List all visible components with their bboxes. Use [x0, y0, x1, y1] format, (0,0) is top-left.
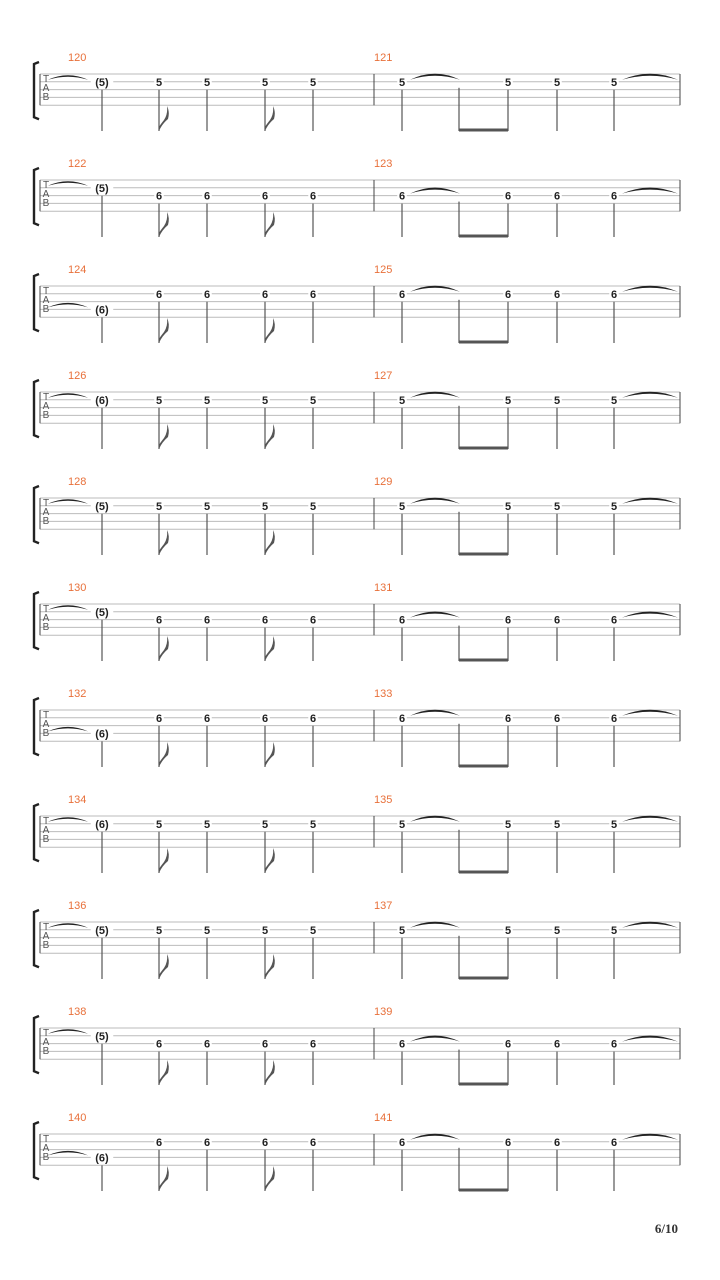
tab-system: [34, 688, 680, 767]
fret-number: 5: [553, 76, 561, 89]
measure: [374, 582, 678, 661]
fret-number: 6: [203, 190, 211, 203]
fret-number: 5: [553, 818, 561, 831]
fret-number: 6: [398, 1038, 406, 1051]
tab-system: [34, 582, 680, 661]
fret-number: 6: [610, 712, 618, 725]
fret-number: 6: [610, 1038, 618, 1051]
fret-number: (5): [95, 924, 109, 937]
fret-number: 6: [203, 1136, 211, 1149]
fret-number: (5): [95, 500, 109, 513]
fret-number: 6: [155, 712, 163, 725]
eighth-flag: [159, 1060, 169, 1085]
measure-number: 125: [374, 264, 393, 276]
tie-arc: [48, 727, 88, 732]
measure-number: 120: [68, 52, 87, 64]
measure-number: 132: [68, 688, 87, 700]
tab-clef-letter: T: [42, 922, 50, 933]
tab-clef-letter: A: [42, 613, 50, 624]
measure: [374, 794, 678, 873]
fret-number: 6: [553, 1136, 561, 1149]
measure: [48, 900, 318, 979]
tab-system: [34, 794, 680, 873]
fret-number: 6: [309, 288, 317, 301]
measure: [48, 370, 318, 449]
tie-arc: [48, 393, 88, 398]
eighth-flag: [265, 848, 275, 873]
measure-number: 122: [68, 158, 87, 170]
fret-number: 5: [309, 924, 317, 937]
fret-number: 6: [504, 1136, 512, 1149]
tab-clef-letter: T: [42, 286, 50, 297]
fret-number: 5: [203, 500, 211, 513]
eighth-flag: [265, 954, 275, 979]
fret-number: 6: [553, 1038, 561, 1051]
tab-clef-letter: T: [42, 1134, 50, 1145]
fret-number: 5: [504, 394, 512, 407]
eighth-flag: [159, 318, 169, 343]
tie-arc: [410, 710, 460, 716]
tie-arc: [48, 605, 88, 610]
fret-number: 5: [309, 500, 317, 513]
fret-number: 6: [610, 614, 618, 627]
measure-number: 133: [374, 688, 393, 700]
fret-number: (5): [95, 1030, 109, 1043]
measure-number: 121: [374, 52, 393, 64]
fret-number: 6: [261, 288, 269, 301]
system-bracket: [34, 804, 39, 861]
fret-number: 6: [203, 614, 211, 627]
measure: [374, 688, 678, 767]
tie-arc: [410, 74, 460, 80]
fret-number: (6): [95, 394, 109, 407]
eighth-flag: [265, 212, 275, 237]
fret-number: 5: [610, 76, 618, 89]
eighth-flag: [159, 848, 169, 873]
fret-number: 6: [261, 1136, 269, 1149]
fret-number: 6: [553, 288, 561, 301]
fret-number: 5: [203, 76, 211, 89]
fret-number: 5: [203, 924, 211, 937]
system-bracket: [34, 698, 39, 755]
fret-number: (6): [95, 1152, 109, 1165]
tab-system: [34, 52, 680, 131]
measure-number: 131: [374, 582, 393, 594]
fret-number: (5): [95, 182, 109, 195]
tie-arc: [622, 392, 678, 398]
tab-clef-letter: A: [42, 931, 50, 942]
eighth-flag: [159, 742, 169, 767]
eighth-flag: [159, 954, 169, 979]
measure-number: 134: [68, 794, 87, 806]
system-bracket: [34, 486, 39, 543]
fret-number: 6: [261, 712, 269, 725]
tab-clef-letter: T: [42, 498, 50, 509]
eighth-flag: [159, 212, 169, 237]
tab-clef-letter: B: [42, 92, 50, 103]
fret-number: 6: [504, 614, 512, 627]
measure-number: 135: [374, 794, 393, 806]
measure-number: 136: [68, 900, 87, 912]
fret-number: 5: [261, 818, 269, 831]
tab-clef-letter: A: [42, 189, 50, 200]
eighth-flag: [159, 636, 169, 661]
measure: [374, 476, 678, 555]
fret-number: (6): [95, 728, 109, 741]
tie-arc: [48, 817, 88, 822]
tie-arc: [622, 1134, 678, 1140]
tab-clef-letter: B: [42, 940, 50, 951]
fret-number: 5: [398, 394, 406, 407]
system-bracket: [34, 168, 39, 225]
measure: [48, 264, 318, 343]
measure: [48, 582, 318, 661]
tie-arc: [622, 188, 678, 194]
fret-number: 5: [203, 818, 211, 831]
fret-number: 5: [261, 394, 269, 407]
tie-arc: [410, 286, 460, 292]
fret-number: 6: [261, 614, 269, 627]
tab-clef-letter: B: [42, 622, 50, 633]
tab-clef-letter: T: [42, 710, 50, 721]
fret-number: 5: [398, 818, 406, 831]
measure: [48, 1112, 318, 1191]
fret-number: (6): [95, 304, 109, 317]
tab-system: [34, 158, 680, 237]
eighth-flag: [265, 742, 275, 767]
fret-number: 5: [398, 500, 406, 513]
tab-system: [34, 900, 680, 979]
measure-number: 138: [68, 1006, 87, 1018]
fret-number: 6: [504, 288, 512, 301]
tab-clef-letter: A: [42, 401, 50, 412]
eighth-flag: [265, 530, 275, 555]
fret-number: 5: [504, 76, 512, 89]
fret-number: 6: [553, 190, 561, 203]
tab-clef-letter: T: [42, 604, 50, 615]
tie-arc: [410, 922, 460, 928]
tab-clef-letter: A: [42, 1037, 50, 1048]
eighth-flag: [159, 1166, 169, 1191]
measure: [374, 264, 678, 343]
tie-arc: [410, 816, 460, 822]
system-bracket: [34, 592, 39, 649]
fret-number: 5: [155, 818, 163, 831]
measure-number: 124: [68, 264, 87, 276]
measure: [48, 52, 318, 131]
measure: [374, 900, 678, 979]
measure-number: 126: [68, 370, 87, 382]
fret-number: 6: [553, 712, 561, 725]
eighth-flag: [265, 636, 275, 661]
tie-arc: [410, 392, 460, 398]
measure-number: 128: [68, 476, 87, 488]
tab-system: [34, 264, 680, 343]
tab-clef-letter: A: [42, 1143, 50, 1154]
tie-arc: [410, 498, 460, 504]
measure: [48, 476, 318, 555]
tab-system: [34, 1112, 680, 1191]
system-bracket: [34, 380, 39, 437]
eighth-flag: [265, 424, 275, 449]
tie-arc: [48, 1029, 88, 1034]
fret-number: 6: [398, 190, 406, 203]
fret-number: 5: [309, 394, 317, 407]
tie-arc: [622, 74, 678, 80]
tab-clef-letter: A: [42, 295, 50, 306]
tab-clef-letter: T: [42, 392, 50, 403]
measure-number: 127: [374, 370, 393, 382]
fret-number: 6: [553, 614, 561, 627]
measure: [374, 158, 678, 237]
system-bracket: [34, 910, 39, 967]
measure: [374, 1006, 678, 1085]
eighth-flag: [265, 318, 275, 343]
fret-number: 6: [610, 288, 618, 301]
fret-number: (5): [95, 76, 109, 89]
fret-number: 5: [155, 76, 163, 89]
measure: [48, 158, 318, 237]
tie-arc: [48, 303, 88, 308]
fret-number: 5: [504, 818, 512, 831]
tab-clef-letter: B: [42, 728, 50, 739]
eighth-flag: [159, 106, 169, 131]
fret-number: 5: [155, 924, 163, 937]
tie-arc: [622, 498, 678, 504]
fret-number: 6: [309, 614, 317, 627]
fret-number: 5: [155, 500, 163, 513]
fret-number: 6: [261, 1038, 269, 1051]
fret-number: 5: [155, 394, 163, 407]
fret-number: 6: [203, 712, 211, 725]
system-bracket: [34, 1122, 39, 1179]
eighth-flag: [265, 1060, 275, 1085]
fret-number: 6: [398, 1136, 406, 1149]
eighth-flag: [265, 1166, 275, 1191]
measure-number: 140: [68, 1112, 87, 1124]
tie-arc: [622, 1036, 678, 1042]
fret-number: 6: [504, 1038, 512, 1051]
fret-number: 6: [610, 190, 618, 203]
fret-number: 5: [309, 818, 317, 831]
tie-arc: [48, 1151, 88, 1156]
measure: [374, 52, 678, 131]
fret-number: 6: [309, 1136, 317, 1149]
tab-clef-letter: T: [42, 74, 50, 85]
tab-clef-letter: A: [42, 719, 50, 730]
eighth-flag: [265, 106, 275, 131]
measure: [374, 1112, 678, 1191]
tie-arc: [622, 922, 678, 928]
fret-number: 6: [398, 614, 406, 627]
fret-number: (6): [95, 818, 109, 831]
fret-number: 5: [398, 76, 406, 89]
fret-number: 6: [155, 614, 163, 627]
measure-number: 130: [68, 582, 87, 594]
fret-number: 5: [553, 394, 561, 407]
fret-number: 6: [610, 1136, 618, 1149]
tab-clef-letter: T: [42, 180, 50, 191]
tab-system: [34, 370, 680, 449]
fret-number: 5: [610, 394, 618, 407]
tie-arc: [410, 1134, 460, 1140]
tab-clef-letter: A: [42, 825, 50, 836]
eighth-flag: [159, 530, 169, 555]
fret-number: 5: [610, 924, 618, 937]
tab-clef-letter: B: [42, 516, 50, 527]
fret-number: 6: [504, 190, 512, 203]
fret-number: 5: [309, 76, 317, 89]
tie-arc: [410, 188, 460, 194]
fret-number: 5: [261, 924, 269, 937]
fret-number: 6: [155, 1136, 163, 1149]
fret-number: 5: [261, 500, 269, 513]
fret-number: 6: [309, 712, 317, 725]
measure: [48, 1006, 318, 1085]
fret-number: 5: [261, 76, 269, 89]
fret-number: 6: [203, 288, 211, 301]
measure-number: 129: [374, 476, 393, 488]
tie-arc: [410, 1036, 460, 1042]
tab-clef-letter: B: [42, 834, 50, 845]
system-bracket: [34, 62, 39, 119]
fret-number: 5: [504, 924, 512, 937]
tie-arc: [622, 710, 678, 716]
measure-number: 139: [374, 1006, 393, 1018]
fret-number: 5: [398, 924, 406, 937]
fret-number: 6: [309, 1038, 317, 1051]
tie-arc: [48, 181, 88, 186]
fret-number: 5: [553, 500, 561, 513]
measure: [374, 370, 678, 449]
tab-clef-letter: B: [42, 410, 50, 421]
fret-number: 6: [398, 712, 406, 725]
fret-number: 6: [309, 190, 317, 203]
measure-number: 141: [374, 1112, 393, 1124]
measure: [48, 794, 318, 873]
fret-number: 5: [553, 924, 561, 937]
tab-clef-letter: A: [42, 507, 50, 518]
tie-arc: [622, 286, 678, 292]
tab-clef-letter: B: [42, 1046, 50, 1057]
tie-arc: [48, 923, 88, 928]
tab-clef-letter: T: [42, 1028, 50, 1039]
fret-number: 6: [155, 1038, 163, 1051]
fret-number: 5: [203, 394, 211, 407]
page-number: 6/10: [654, 1221, 678, 1236]
fret-number: 5: [504, 500, 512, 513]
tab-system: [34, 1006, 680, 1085]
tie-arc: [410, 612, 460, 618]
fret-number: 6: [155, 190, 163, 203]
fret-number: 6: [504, 712, 512, 725]
fret-number: 6: [155, 288, 163, 301]
tie-arc: [48, 75, 88, 80]
fret-number: (5): [95, 606, 109, 619]
measure-number: 123: [374, 158, 393, 170]
fret-number: 5: [610, 500, 618, 513]
fret-number: 6: [203, 1038, 211, 1051]
tab-clef-letter: A: [42, 83, 50, 94]
tab-clef-letter: B: [42, 1152, 50, 1163]
system-bracket: [34, 1016, 39, 1073]
fret-number: 6: [398, 288, 406, 301]
fret-number: 6: [261, 190, 269, 203]
measure-number: 137: [374, 900, 393, 912]
tab-clef-letter: B: [42, 304, 50, 315]
tab-system: [34, 476, 680, 555]
eighth-flag: [159, 424, 169, 449]
system-bracket: [34, 274, 39, 331]
fret-number: 5: [610, 818, 618, 831]
measure: [48, 688, 318, 767]
tab-clef-letter: B: [42, 198, 50, 209]
tab-clef-letter: T: [42, 816, 50, 827]
tie-arc: [48, 499, 88, 504]
tie-arc: [622, 612, 678, 618]
tie-arc: [622, 816, 678, 822]
